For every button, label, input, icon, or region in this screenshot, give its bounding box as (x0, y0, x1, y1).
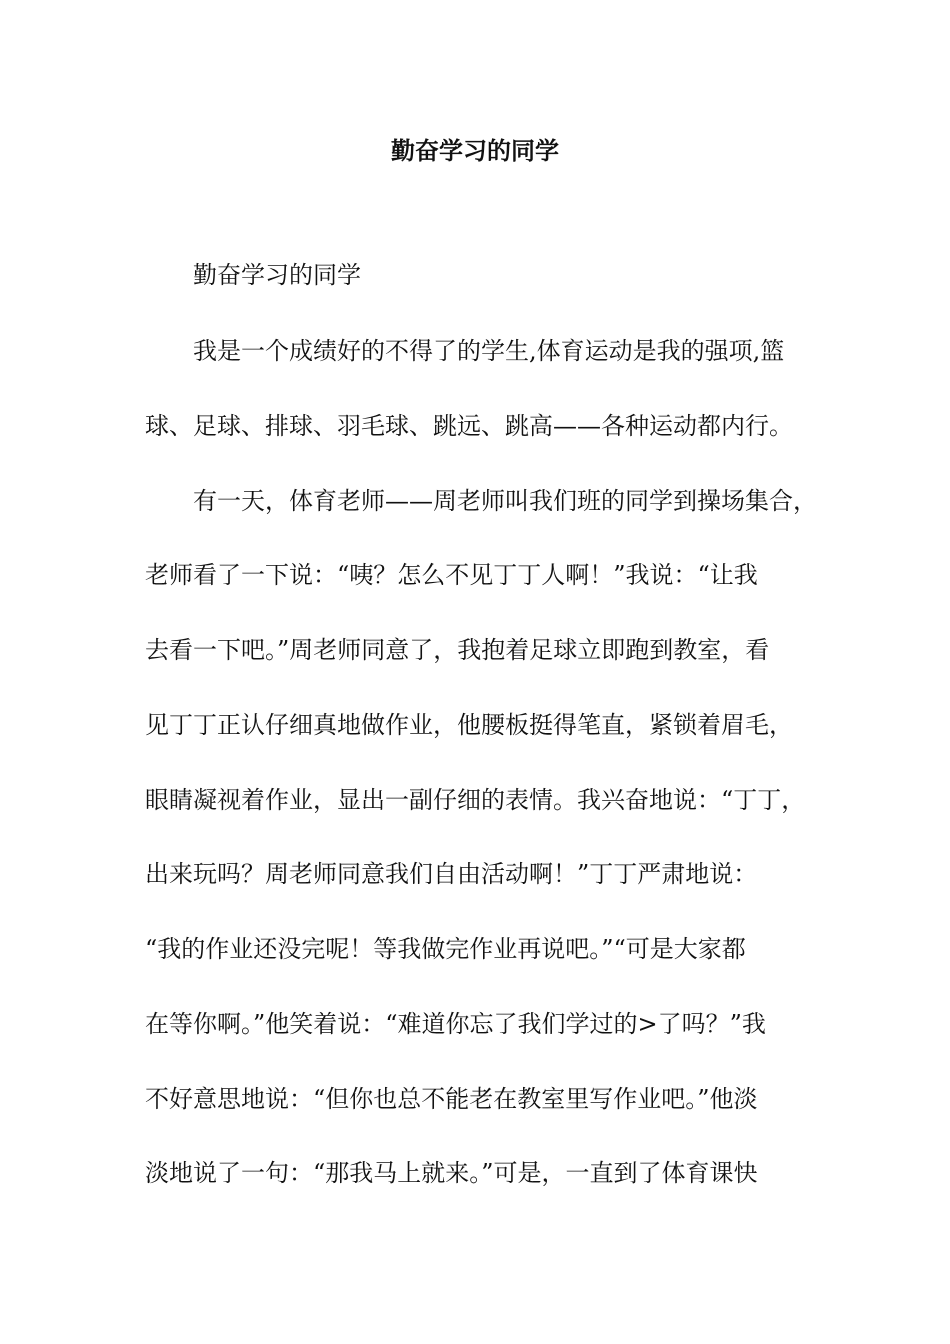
body-line: 眼睛凝视着作业，显出一副仔细的表情。我兴奋地说：“丁丁， (145, 786, 806, 814)
body-line: 有一天，体育老师——周老师叫我们班的同学到操场集合， (193, 487, 817, 515)
body-line: 老师看了一下说：“咦？怎么不见丁丁人啊！”我说：“让我 (145, 561, 758, 589)
body-line: 我是一个成绩好的不得了的学生,体育运动是我的强项,篮 (193, 337, 785, 365)
body-line: 在等你啊。”他笑着说：“难道你忘了我们学过的>了吗？”我 (145, 1010, 766, 1038)
body-line: 淡地说了一句：“那我马上就来。”可是，一直到了体育课快 (145, 1159, 758, 1187)
document-title: 勤奋学习的同学 (391, 136, 559, 165)
body-subtitle-line: 勤奋学习的同学 (193, 261, 361, 289)
body-line: 见丁丁正认仔细真地做作业，他腰板挺得笔直，紧锁着眉毛， (145, 711, 793, 739)
body-line: “我的作业还没完呢！等我做完作业再说吧。”“可是大家都 (145, 935, 746, 963)
body-line: 不好意思地说：“但你也总不能老在教室里写作业吧。”他淡 (145, 1085, 758, 1113)
body-line: 出来玩吗？周老师同意我们自由活动啊！”丁丁严肃地说： (145, 860, 758, 888)
body-line: 去看一下吧。”周老师同意了，我抱着足球立即跑到教室，看 (145, 636, 770, 664)
body-line: 球、足球、排球、羽毛球、跳远、跳高——各种运动都内行。 (145, 412, 793, 440)
